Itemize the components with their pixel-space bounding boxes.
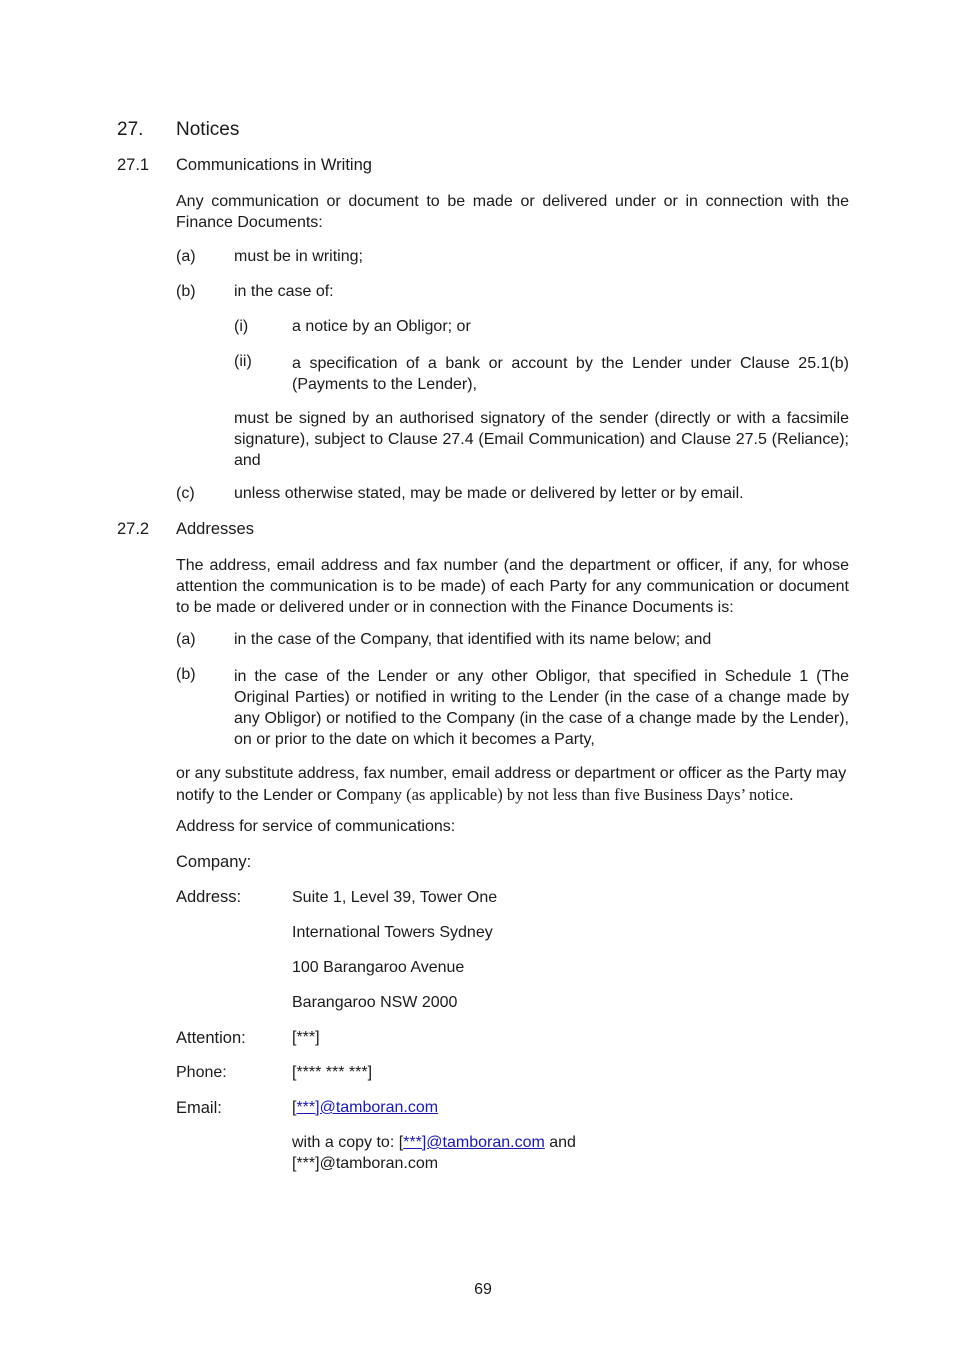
company-label: Company: xyxy=(176,853,252,871)
copy-line-2: [***]@tamboran.com xyxy=(292,1155,439,1172)
copy-and: and xyxy=(544,1134,576,1151)
address-line-4: Barangaroo NSW 2000 xyxy=(292,994,458,1011)
copy-email-link[interactable]: ***]@tamboran.com xyxy=(403,1134,545,1151)
addr-item-a-label: (a) xyxy=(176,631,196,648)
attention-value: [***] xyxy=(292,1029,320,1046)
subitem-ii-label: (ii) xyxy=(234,353,252,370)
subitem-ii-text: a specification of a bank or account by the Lender under Clause 25.1(b) (Payments to the Lender), xyxy=(292,355,849,393)
email-link[interactable]: ***]@tamboran.com xyxy=(296,1099,439,1116)
addr-item-b-text: in the case of the Lender or any other Obligor, that specified in Schedule 1 (The Original Parties) or notified in writing to the Lender (in the case of a change made by any Obligor) or notified to the Company (in the case of a change made by the Lender), on or prior to the date on which it becomes a Party, xyxy=(234,668,849,748)
section-27-2-title: Addresses xyxy=(176,520,254,538)
item-b-label: (b) xyxy=(176,283,196,300)
substitute-part-2: pany (as applicable) by not less than five Business Days’ notice. xyxy=(369,785,794,804)
page-number: 69 xyxy=(474,1281,492,1298)
copy-line xyxy=(292,1134,576,1152)
subitem-i-label: (i) xyxy=(234,318,249,335)
clause-number: 27. xyxy=(117,119,144,140)
phone-label: Phone: xyxy=(176,1064,227,1081)
substitute-part-1: or any substitute address, fax number, email address or department or officer as the Party may notify to the Lender or Com xyxy=(176,765,847,804)
item-b-text: in the case of: xyxy=(234,283,334,300)
section-27-1-intro: Any communication or document to be made or delivered under or in connection with the Finance Documents: xyxy=(176,193,849,231)
section-27-1-title: Communications in Writing xyxy=(176,156,372,174)
addr-item-a-text: in the case of the Company, that identified with its name below; and xyxy=(234,631,712,648)
email-bracket: [ xyxy=(292,1099,297,1116)
item-c-text: unless otherwise stated, may be made or delivered by letter or by email. xyxy=(234,485,744,502)
section-27-2-number: 27.2 xyxy=(117,520,150,538)
phone-value: [**** *** ***] xyxy=(292,1064,373,1081)
item-c-label: (c) xyxy=(176,485,195,502)
email-label: Email: xyxy=(176,1099,222,1117)
clause-title: Notices xyxy=(176,119,240,140)
email-value xyxy=(292,1099,438,1117)
item-a-text: must be in writing; xyxy=(234,248,363,265)
signed-paragraph: must be signed by an authorised signatory of the sender (directly or with a facsimile signature), subject to Clause 27.4 (Email Communication) and Clause 27.5 (Reliance); and xyxy=(234,410,849,469)
item-a-label: (a) xyxy=(176,248,196,265)
attention-label: Attention: xyxy=(176,1029,246,1047)
section-27-1-number: 27.1 xyxy=(117,156,150,174)
substitute-paragraph xyxy=(176,763,849,806)
subitem-i-text: a notice by an Obligor; or xyxy=(292,318,471,335)
service-heading: Address for service of communications: xyxy=(176,818,456,835)
address-line-1: Suite 1, Level 39, Tower One xyxy=(292,889,498,906)
addr-item-b-label: (b) xyxy=(176,666,196,683)
address-line-3: 100 Barangaroo Avenue xyxy=(292,959,465,976)
section-27-2-intro: The address, email address and fax number (and the department or officer, if any, for whose attention the communication is to be made) of each Party for any communication or document to be made or delivered under or in connection with the Finance Documents is: xyxy=(176,557,849,616)
address-line-2: International Towers Sydney xyxy=(292,924,493,941)
address-label: Address: xyxy=(176,888,242,906)
copy-prefix: with a copy to: [ xyxy=(292,1134,404,1151)
